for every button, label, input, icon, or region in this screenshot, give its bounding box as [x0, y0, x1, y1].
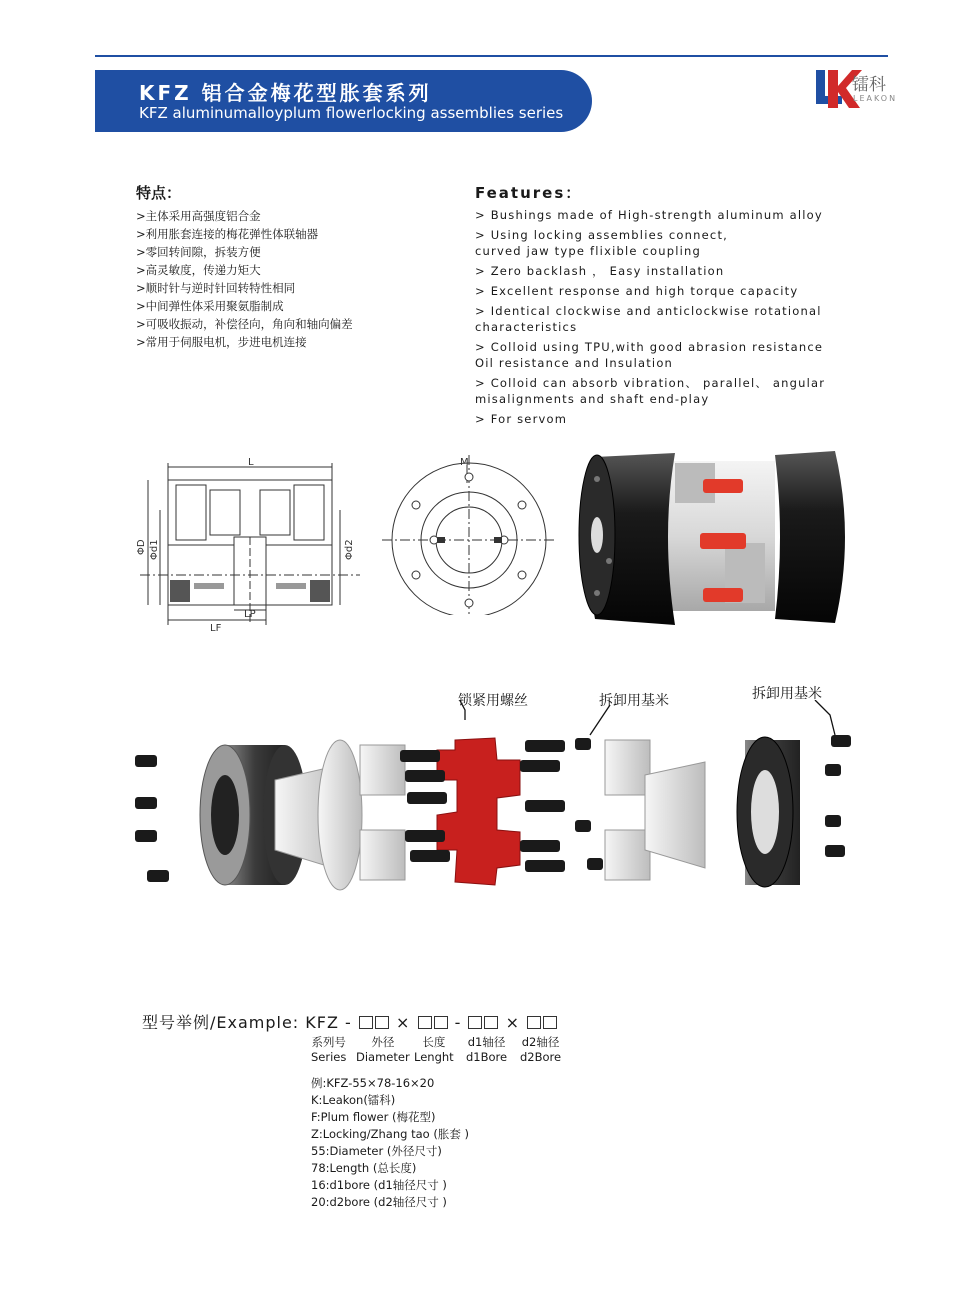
dim-M-label: M [460, 457, 469, 468]
example-dash: - [454, 1013, 462, 1032]
explain-line: 16:d1bore (d1轴径尺寸 ) [311, 1178, 447, 1192]
legend-d1bore [466, 1035, 507, 1065]
code-box [543, 1016, 557, 1029]
page-title-cn: KFZ 铝合金梅花型胀套系列 [139, 81, 432, 105]
example-line [142, 1010, 558, 1033]
logo-text-en: LEAKON [853, 94, 898, 103]
dim-d1-label: Φd1 [149, 539, 160, 560]
dim-L-label: L [248, 457, 254, 468]
legend-d2bore-cn: d2轴径 [521, 1035, 560, 1049]
feature-en-item: > Colloid using TPU,with good abrasion resistance Oil resistance and Insulation [475, 340, 824, 370]
legend-series-cn: 系列号 [311, 1035, 346, 1049]
legend-d2bore-en: d2Bore [520, 1050, 562, 1064]
header-rule [95, 55, 888, 57]
feature-cn-item: >主体采用高强度铝合金 [136, 209, 261, 223]
end-view-drawing [382, 455, 557, 615]
legend-d1bore-cn: d1轴径 [467, 1035, 506, 1049]
feature-cn-item: >零回转间隙，拆装方便 [136, 245, 261, 259]
feature-cn-item: >常用于伺服电机，步进电机连接 [136, 335, 307, 349]
feature-en-item: > Using locking assemblies connect, curved jaw type flixible coupling [475, 228, 729, 258]
dim-LF-label: LF [210, 623, 222, 634]
feature-en-item: > Excellent response and high torque capacity [475, 284, 799, 298]
feature-cn-item: >中间弹性体采用聚氨脂制成 [136, 299, 284, 313]
features-cn [136, 182, 436, 351]
example-explanation [311, 1075, 469, 1211]
explain-line: 78:Length (总长度) [311, 1161, 417, 1175]
side-view-drawing [130, 455, 365, 635]
example-times-2: × [505, 1013, 520, 1032]
explain-line: Z:Locking/Zhang tao (胀套 ) [311, 1127, 469, 1141]
code-box [484, 1016, 498, 1029]
explain-line: K:Leakon(镭科) [311, 1093, 396, 1107]
legend-series [311, 1035, 346, 1065]
feature-en-item: > Identical clockwise and anticlockwise rotational characteristics [475, 304, 822, 334]
feature-cn-item: >利用胀套连接的梅花弹性体联轴器 [136, 227, 319, 241]
feature-en-item: > Zero backlash ， Easy installation [475, 264, 725, 278]
legend-length-en: Lenght [414, 1050, 454, 1064]
feature-cn-item: >顺时针与逆时针回转特性相同 [136, 281, 296, 295]
example-prefix: 型号举例/Example: KFZ - [142, 1013, 352, 1032]
feature-cn-item: >高灵敏度，传递力矩大 [136, 263, 261, 277]
dim-d2-label: Φd2 [344, 539, 355, 560]
feature-en-item: > For servom [475, 412, 568, 426]
code-box [418, 1016, 432, 1029]
code-box [375, 1016, 389, 1029]
page-title-en: KFZ aluminumalloyplum flowerlocking assemblies series [139, 104, 564, 122]
features-en [475, 182, 835, 431]
code-box [527, 1016, 541, 1029]
legend-diameter-cn: 外径 [371, 1035, 395, 1049]
example-times-1: × [396, 1013, 411, 1032]
explain-line: 例:KFZ-55×78-16×20 [311, 1076, 435, 1090]
coupling-photo [575, 443, 855, 635]
callout-remove-screw-2: 拆卸用基米 [752, 686, 822, 702]
code-box [434, 1016, 448, 1029]
callout-lock-screw: 锁紧用螺丝 [458, 693, 528, 709]
dim-LP-label: LP [244, 609, 256, 620]
legend-diameter [356, 1035, 410, 1065]
explain-line: 20:d2bore (d2轴径尺寸 ) [311, 1195, 447, 1209]
features-en-title: Features： [475, 184, 583, 202]
legend-diameter-en: Diameter [356, 1050, 410, 1064]
feature-en-item: > Colloid can absorb vibration、 parallel、 angular misalignments and shaft end-play [475, 376, 826, 406]
code-box [468, 1016, 482, 1029]
dim-D-label: ΦD [136, 539, 147, 555]
legend-length-cn: 长度 [422, 1035, 446, 1049]
header-banner [95, 70, 592, 132]
feature-en-item: > Bushings made of High-strength aluminum alloy [475, 208, 823, 222]
legend-length [414, 1035, 454, 1065]
legend-d1bore-en: d1Bore [466, 1050, 508, 1064]
explain-line: F:Plum flower (梅花型) [311, 1110, 436, 1124]
legend-d2bore [520, 1035, 561, 1065]
callout-remove-screw-1: 拆卸用基米 [599, 693, 669, 709]
feature-cn-item: >可吸收振动，补偿径向，角向和轴向偏差 [136, 317, 353, 331]
legend-series-en: Series [311, 1050, 347, 1064]
explain-line: 55:Diameter (外径尺寸) [311, 1144, 442, 1158]
features-cn-title: 特点： [136, 184, 182, 202]
code-box [359, 1016, 373, 1029]
exploded-view [125, 700, 865, 900]
logo-text-cn: 镭科 [852, 75, 886, 95]
